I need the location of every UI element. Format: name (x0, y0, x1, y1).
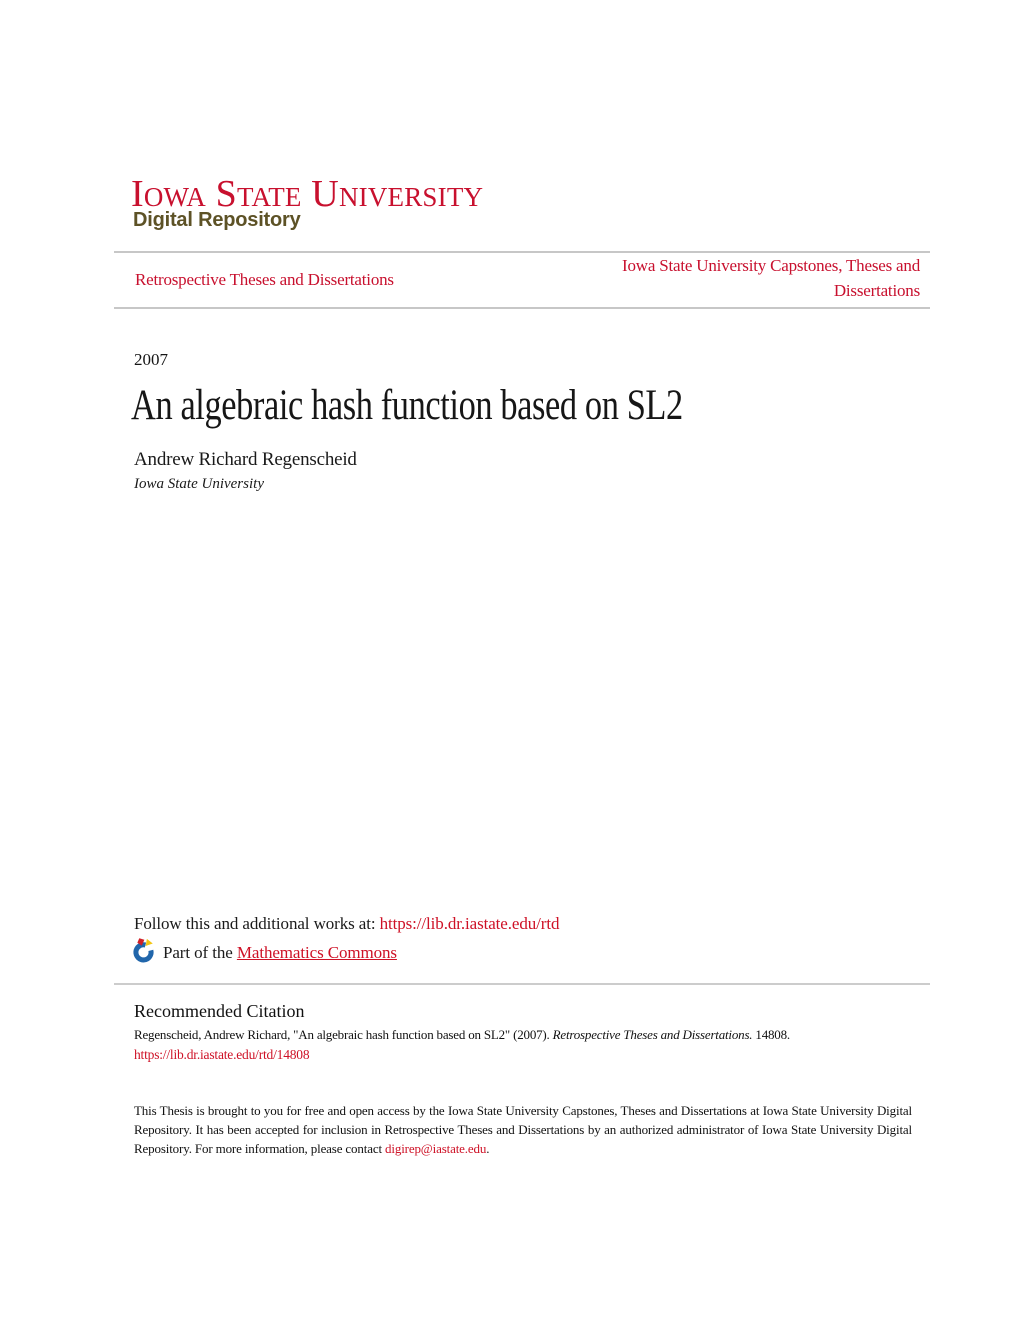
citation-series-italic: Retrospective Theses and Dissertations. (552, 1027, 753, 1042)
series-right-link[interactable]: Iowa State University Capstones, Theses and Dissertations (622, 256, 920, 300)
mathematics-commons-link[interactable]: Mathematics Commons (236, 943, 397, 962)
footer-access-statement (134, 1101, 912, 1159)
citation-divider (114, 983, 930, 985)
isu-logo-subtitle: Digital Repository (133, 209, 301, 231)
follow-works-line (134, 912, 559, 935)
author-name: Andrew Richard Regenscheid (134, 449, 357, 470)
isu-logo-wordmark[interactable]: Iowa State University (131, 173, 484, 215)
part-of-label: Part of the (163, 943, 237, 962)
part-of-line (163, 941, 397, 964)
author-affiliation: Iowa State University (134, 476, 264, 492)
citation-number: 14808. (752, 1027, 790, 1042)
footer-text: This Thesis is brought to you for free and open access by the Iowa State University Capstones, Theses and Dissertations at Iowa State University Digital Repository. It has been accepted for inclusion in Retrospective Theses and Dissertations by an authorized administrator of Iowa State University Digital Repository. For more information, please contact (134, 1103, 912, 1157)
follow-works-label: Follow this and additional works at: (134, 914, 380, 933)
series-left-link[interactable]: Retrospective Theses and Dissertations (135, 270, 394, 289)
citation-text (134, 1026, 924, 1044)
digital-commons-pinwheel-icon (130, 938, 157, 965)
citation-url-link[interactable]: https://lib.dr.iastate.edu/rtd/14808 (134, 1047, 310, 1062)
publication-year: 2007 (134, 350, 168, 369)
follow-works-url-link[interactable]: https://lib.dr.iastate.edu/rtd (379, 914, 560, 933)
contact-email-link[interactable]: digirep@iastate.edu (385, 1141, 487, 1157)
recommended-citation-heading: Recommended Citation (134, 1001, 305, 1021)
citation-text-regular: Regenscheid, Andrew Richard, "An algebraic hash function based on SL2" (2007). (134, 1027, 553, 1042)
footer-text-end: . (486, 1141, 490, 1157)
header-bottom-divider (114, 307, 930, 309)
work-title: An algebraic hash function based on SL2 (131, 382, 683, 429)
